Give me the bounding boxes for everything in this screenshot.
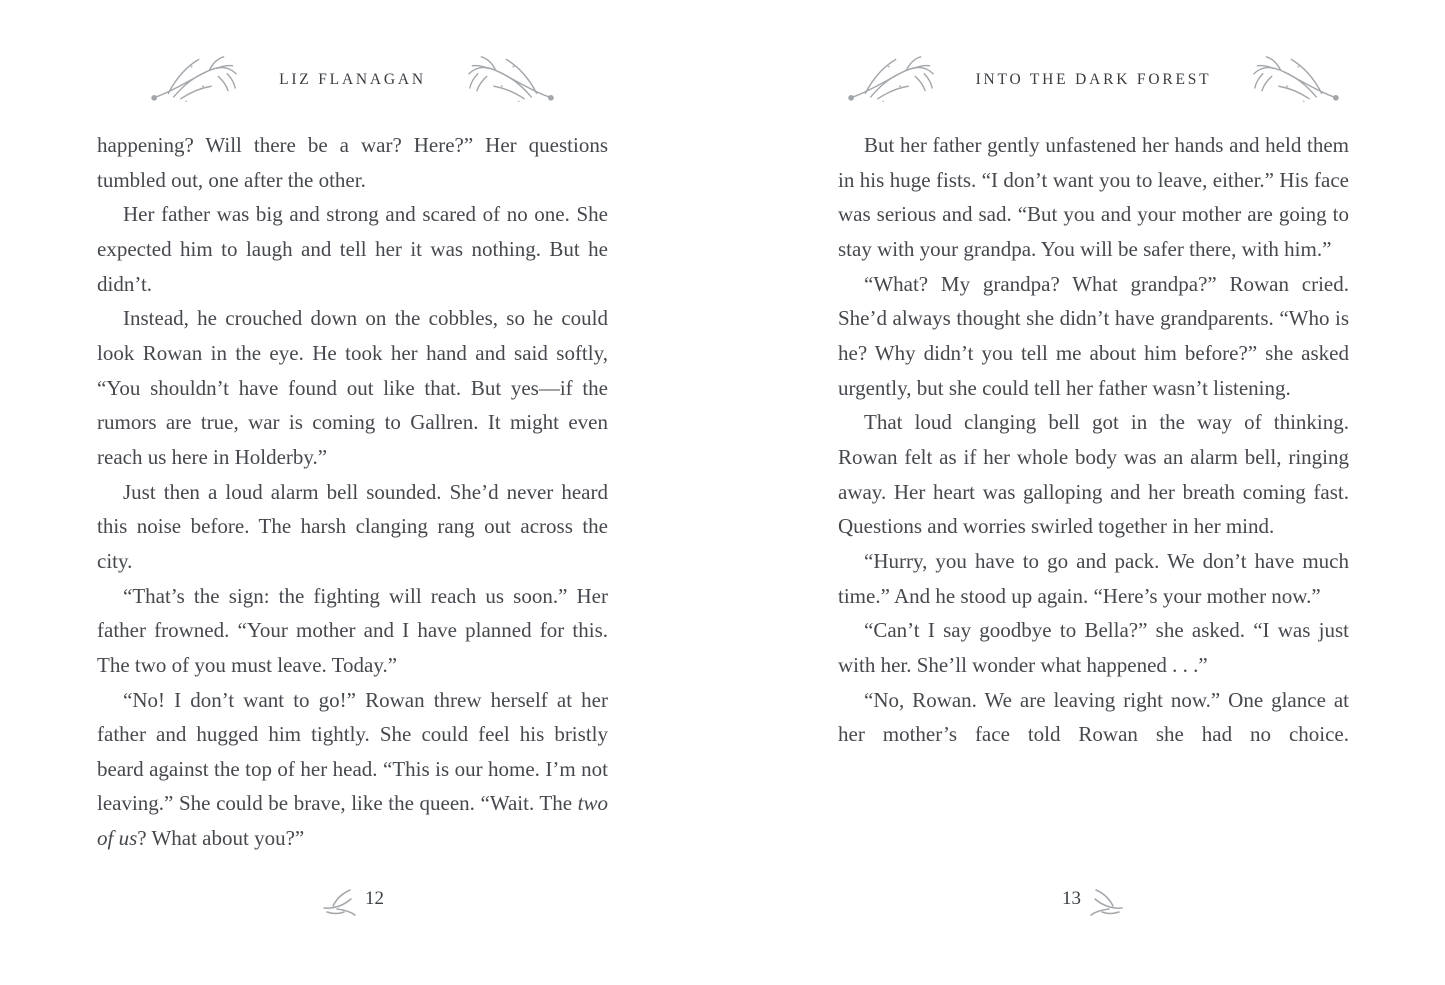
paragraph: “That’s the sign: the fighting will reach us soon.” Her father frowned. “Your mother and I have planned for this. The two of you must leave. Today.”: [97, 583, 608, 677]
paragraph: “No, Rowan. We are leaving right now.” One glance at her mother’s face told Rowan she had no choice.: [838, 687, 1349, 747]
botanical-branch-icon: [1245, 50, 1343, 110]
page-header-left: [97, 48, 608, 112]
paragraph: Her father was big and strong and scared of no one. She expected him to laugh and tell her it was nothing. But he didn’t.: [97, 202, 608, 296]
page-number: 13: [1062, 887, 1081, 909]
page-left: [97, 0, 608, 985]
running-head-book-title: INTO THE DARK FOREST: [975, 71, 1212, 88]
page-number: 12: [365, 887, 384, 909]
botanical-branch-icon: [460, 50, 558, 110]
page-footer-right: [838, 880, 1349, 916]
leaf-sprig-icon: [321, 888, 358, 916]
paragraph: happening? Will there be a war? Here?” Her questions tumbled out, one after the other.: [97, 133, 608, 192]
paragraph: “Can’t I say goodbye to Bella?” she asked. “I was just with her. She’ll wonder what happened . . .”: [838, 618, 1349, 677]
paragraph: But her father gently unfastened her hands and held them in his huge fists. “I don’t want you to leave, either.” His face was serious and sad. “But you and your mother are going to stay with your grandpa. You will be safer there, with him.”: [838, 133, 1349, 261]
paragraph: Just then a loud alarm bell sounded. She’d never heard this noise before. The harsh clanging rang out across the city.: [97, 479, 608, 573]
page-footer-left: [97, 880, 608, 916]
page-right: [838, 0, 1349, 985]
page-header-right: [838, 48, 1349, 112]
paragraph: “Hurry, you have to go and pack. We don’t have much time.” And he stood up again. “Here’s your mother now.”: [838, 548, 1349, 608]
page-body-left: [97, 128, 608, 856]
paragraph: Instead, he crouched down on the cobbles, so he could look Rowan in the eye. He took her hand and said softly, “You shouldn’t have found out like that. But yes—if the rumors are true, war is coming to Gallren. It might even reach us here in Holderby.”: [97, 306, 608, 469]
paragraph: “No! I don’t want to go!” Rowan threw herself at her father and hugged him tightly. She could feel his bristly beard against the top of her head. “This is our home. I’m not leaving.” She could be brave, like the queen. “Wait. The two of us? What about you?”: [97, 687, 608, 851]
botanical-branch-icon: [844, 50, 942, 110]
paragraph: “What? My grandpa? What grandpa?” Rowan cried. She’d always thought she didn’t have grandparents. “Who is he? Why didn’t you tell me about him before?” she asked urgently, but she could tell her father wasn’t listening.: [838, 271, 1349, 400]
botanical-branch-icon: [147, 50, 245, 110]
leaf-sprig-icon: [1088, 888, 1125, 916]
paragraph: That loud clanging bell got in the way of thinking. Rowan felt as if her whole body was an alarm bell, ringing away. Her heart was galloping and her breath coming fast. Questions and worries swirled together in her mind.: [838, 410, 1349, 539]
page-body-right: [838, 128, 1349, 752]
running-head-author: LIZ FLANAGAN: [279, 71, 426, 88]
